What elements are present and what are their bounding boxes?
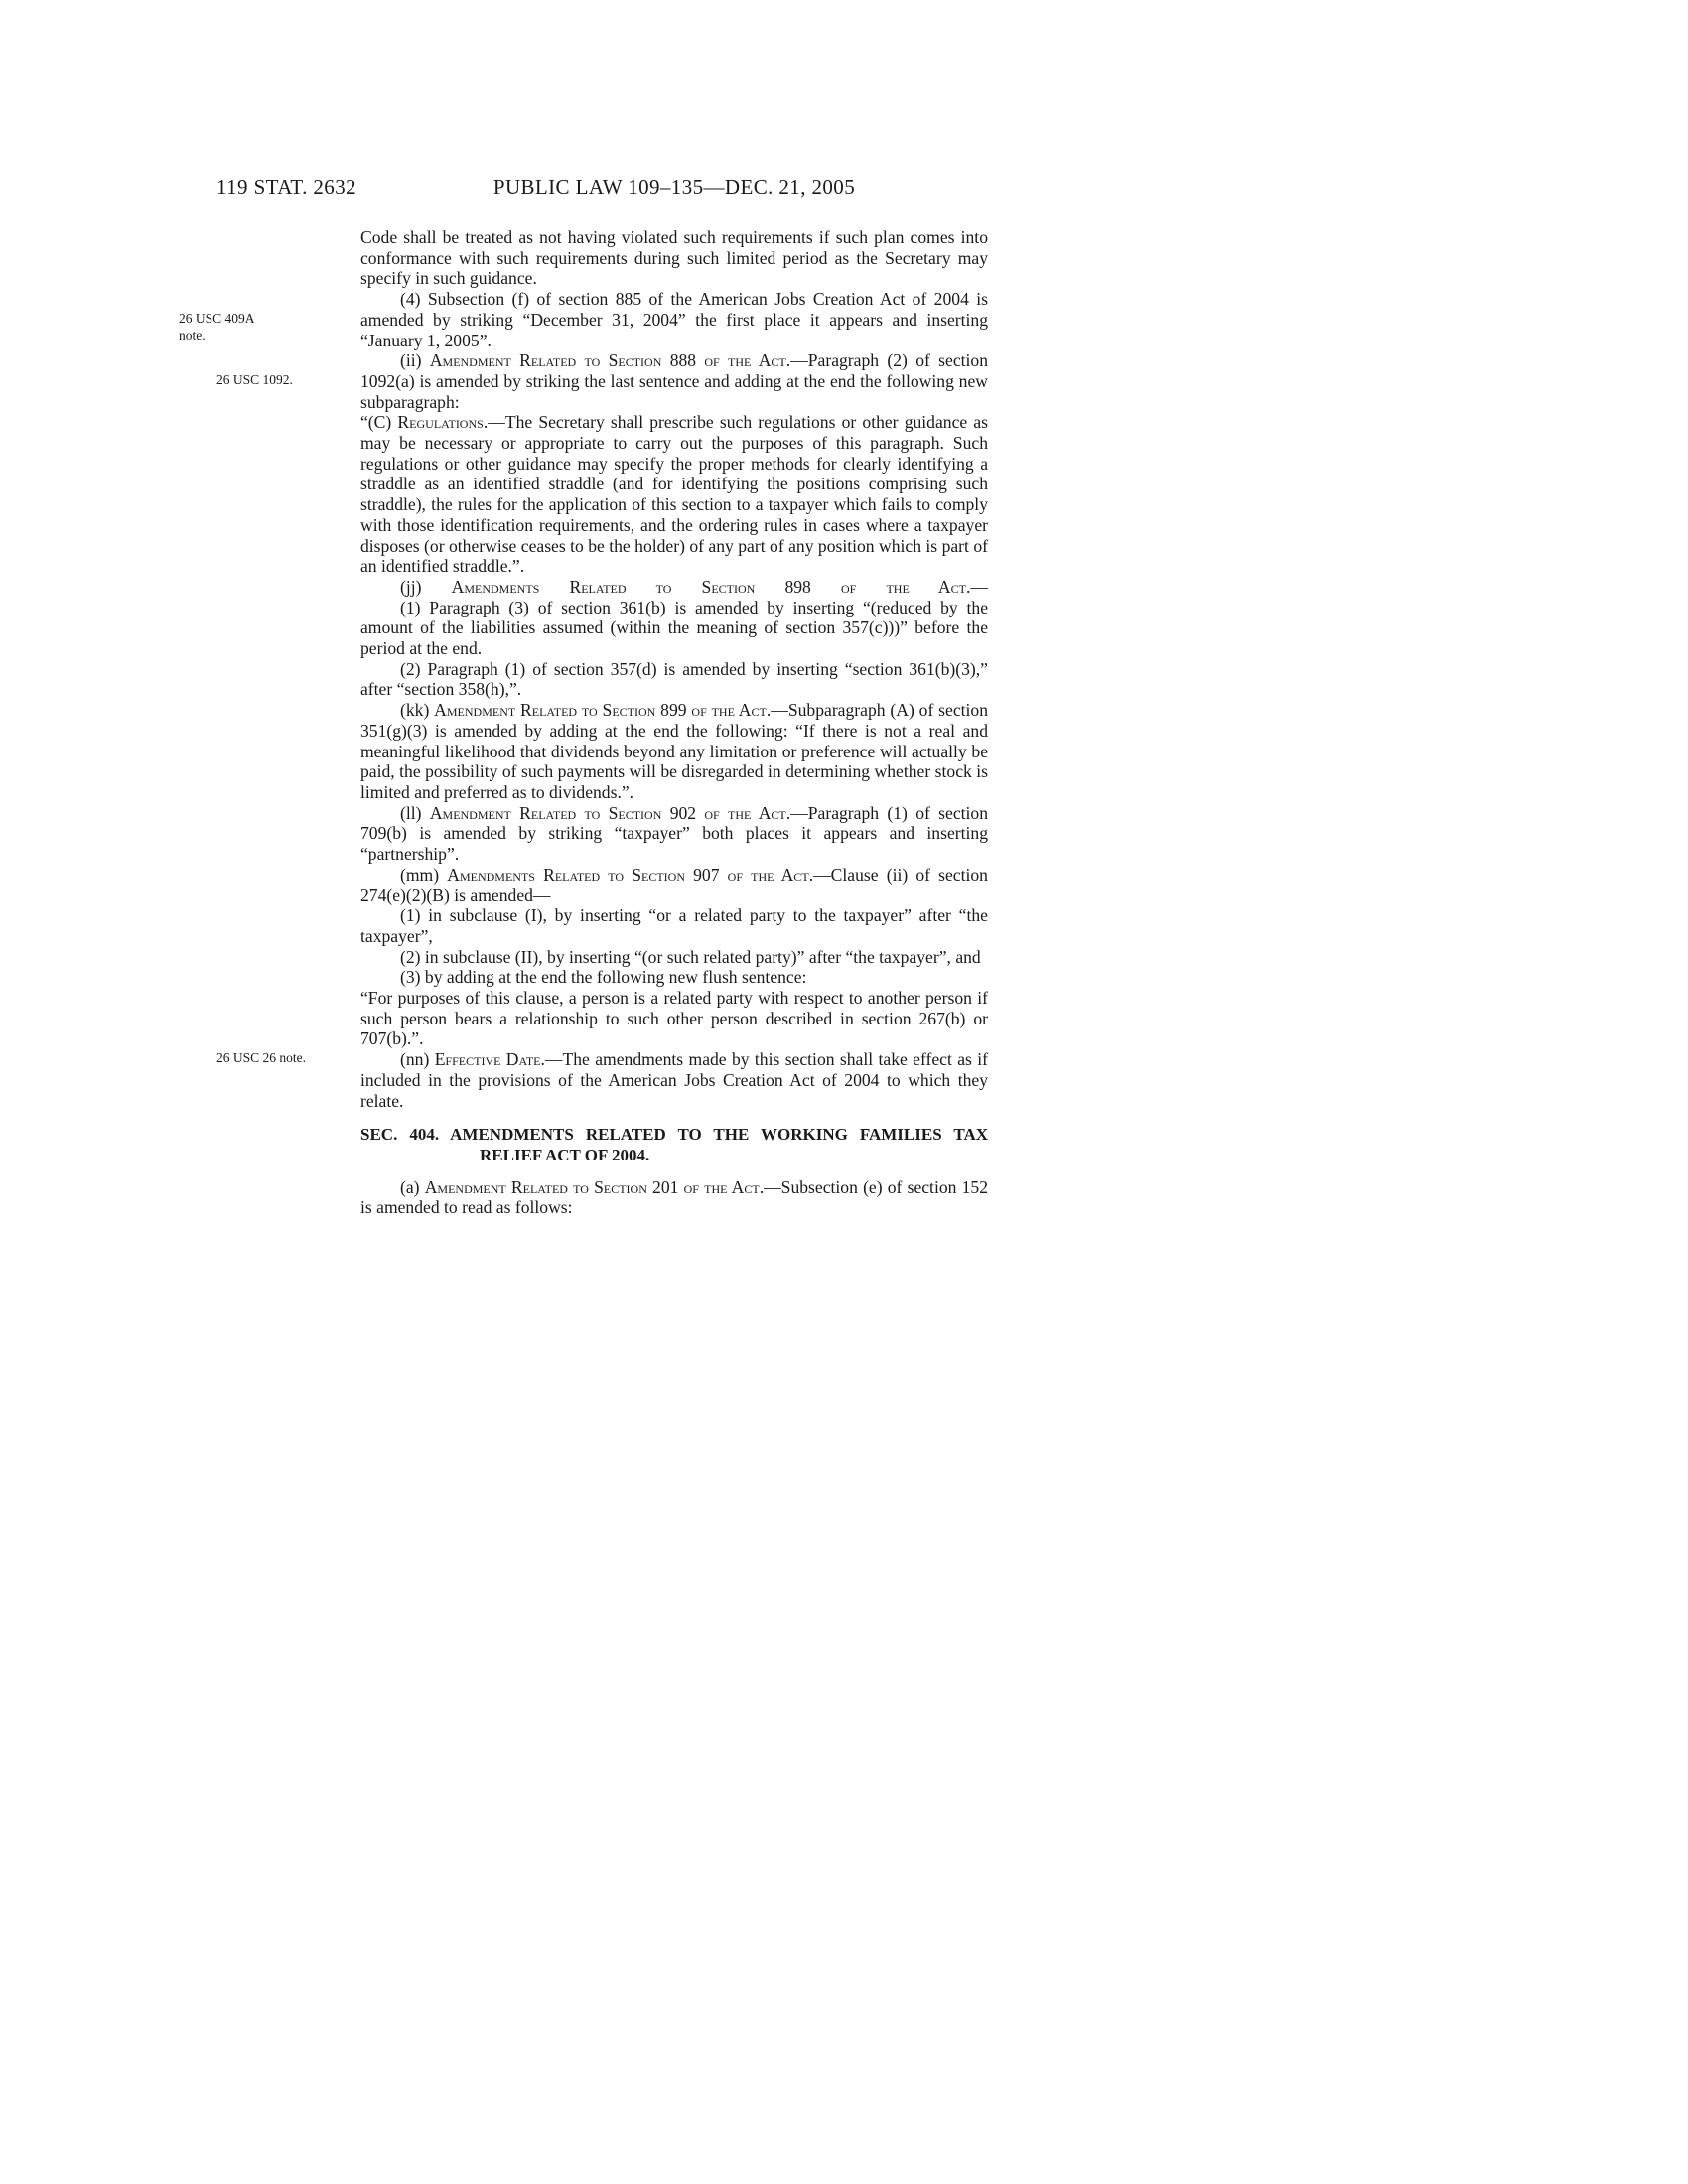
small-caps-run: Regulations xyxy=(397,412,484,433)
paragraph xyxy=(360,865,988,905)
text-run: .— xyxy=(965,576,988,597)
paragraph xyxy=(360,577,988,598)
small-caps-run: Amendments Related to Section 907 of the Act xyxy=(447,864,809,885)
paragraph xyxy=(360,659,988,700)
section-heading xyxy=(360,1125,988,1165)
paragraph xyxy=(360,1177,988,1218)
text-run: (ll) xyxy=(400,802,430,823)
small-caps-run: Amendment Related to Section 902 of the Act xyxy=(429,802,786,823)
text-run: .—The Secretary shall prescribe such regulations or other guidance as may be necessary or appropriate to carry out the purposes of this paragraph. Such regulations or other guidance may specify the proper methods for clearly identifying a straddle as an identified straddle (and for identifying the positions comprising such straddle), the rules for the application of this section to a taxpayer which fails to comply with those identification requirements, and the ordering rules in cases where a taxpayer disposes (or otherwise ceases to be the holder) of any part of any position which is part of an identified straddle.”. xyxy=(360,412,988,577)
paragraph xyxy=(360,412,988,577)
paragraph xyxy=(360,967,988,988)
margin-note: 26 USC 26 note. xyxy=(216,1050,307,1066)
paragraph xyxy=(360,988,988,1049)
text-run: .—Paragraph (1) of section 709(b) is amended by striking “taxpayer” both places it appears and inserting “partnership”. xyxy=(360,802,988,865)
text-run: (2) in subclause (II), by inserting “(or such related party)” after “the taxpayer”, and xyxy=(400,946,981,967)
text-run: (a) xyxy=(400,1176,425,1197)
public-law-header: PUBLIC LAW 109–135—DEC. 21, 2005 xyxy=(492,175,856,199)
text-run: (2) Paragraph (1) of section 357(d) is amended by inserting “section 361(b)(3),” after “section 358(h),”. xyxy=(360,658,988,700)
text-run: .—The amendments made by this section shall take effect as if included in the provisions of the American Jobs Creation Act of 2004 to which they relate. xyxy=(360,1049,988,1111)
text-run: (nn) xyxy=(400,1049,435,1070)
text-run: .—Subsection (e) of section 152 is amended to read as follows: xyxy=(360,1176,988,1218)
paragraph xyxy=(216,350,988,412)
text-run: (4) Subsection (f) of section 885 of the American Jobs Creation Act of 2004 is amended by striking “December 31, 2004” the first place it appears and inserting “January 1, 2005”. xyxy=(360,289,988,350)
paragraph xyxy=(216,1049,988,1111)
paragraph xyxy=(360,598,988,659)
paragraph xyxy=(179,289,988,350)
text-run: (mm) xyxy=(400,864,448,885)
text-run: .—Clause (ii) of section 274(e)(2)(B) is amended— xyxy=(360,864,988,905)
margin-note: 26 USC 409A note. xyxy=(179,310,254,342)
small-caps-run: Effective Date xyxy=(434,1049,541,1070)
stat-page-number: 119 STAT. 2632 xyxy=(216,175,357,199)
text-run: (1) Paragraph (3) of section 361(b) is amended by inserting “(reduced by the amount of the liabilities assumed (within the meaning of section 357(c)))” before the period at the end. xyxy=(360,597,988,659)
text-run: (kk) xyxy=(400,700,435,721)
text-run: SEC. 404. AMENDMENTS RELATED TO THE WORKING FAMILIES TAX RELIEF ACT OF 2004. xyxy=(360,1125,988,1164)
paragraph xyxy=(360,700,988,803)
text-run: Code shall be treated as not having violated such requirements if such plan comes into conformance with such requirements during such limited period as the Secretary may specify in such guidance. xyxy=(360,227,988,289)
text-run: “For purposes of this clause, a person is a related party with respect to another person if such person bears a relationship to such other person described in section 267(b) or 707(b).”. xyxy=(360,988,988,1049)
text-run: (1) in subclause (I), by inserting “or a related party to the taxpayer” after “the taxpayer”, xyxy=(360,905,988,946)
paragraph xyxy=(360,803,988,865)
text-run: (jj) xyxy=(400,576,452,597)
margin-note: 26 USC 1092. xyxy=(216,371,293,387)
text-run: .—Subparagraph (A) of section 351(g)(3) is amended by adding at the end the following: “If there is not a real and meaningful likelihood that dividends beyond any limitation or preference will actually be paid, the possibility of such payments will be disregarded in determining whether stock is limited and preferred as to dividends.”. xyxy=(360,700,988,802)
paragraph xyxy=(360,227,988,289)
paragraph xyxy=(360,947,988,968)
paragraph xyxy=(360,905,988,946)
document-body xyxy=(179,227,988,1218)
text-run: (3) by adding at the end the following new flush sentence: xyxy=(400,967,807,988)
small-caps-run: Amendment Related to Section 888 of the Act xyxy=(429,350,786,371)
small-caps-run: Amendment Related to Section 899 of the Act xyxy=(434,700,767,721)
small-caps-run: Amendments Related to Section 898 of the Act xyxy=(451,576,966,597)
text-run: (ii) xyxy=(400,350,430,371)
text-run: .—Paragraph (2) of section 1092(a) is amended by striking the last sentence and adding at the end the following new subparagraph: xyxy=(360,350,988,412)
text-run: “(C) xyxy=(360,412,398,433)
small-caps-run: Amendment Related to Section 201 of the Act xyxy=(424,1176,760,1197)
